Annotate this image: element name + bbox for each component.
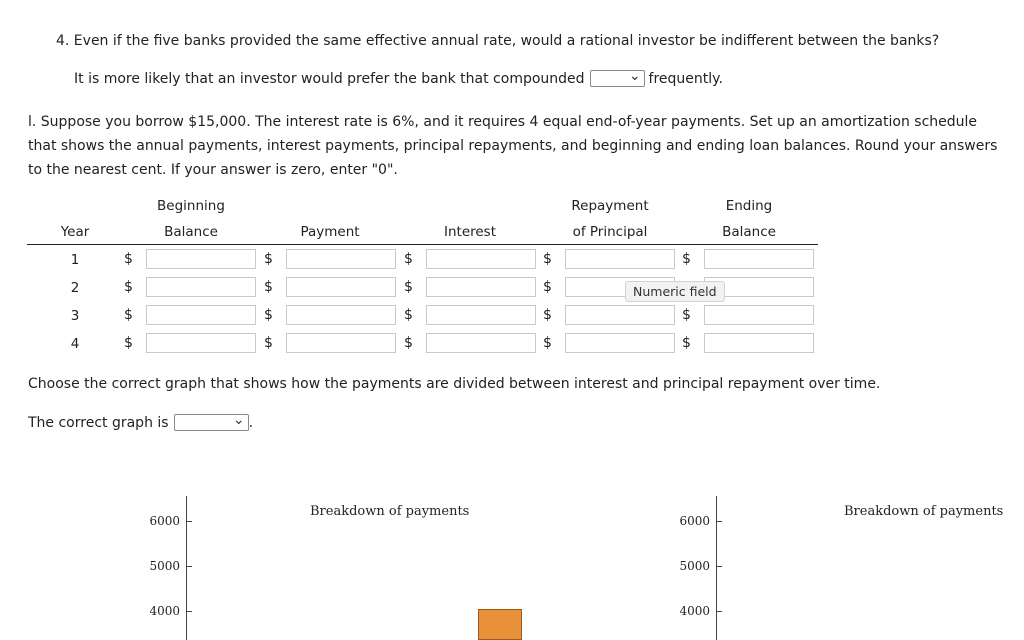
row-1-interest-input[interactable]	[426, 249, 536, 269]
graph-2-tick-5000: 5000	[679, 559, 710, 573]
currency-symbol: $	[543, 251, 552, 267]
graph-2-tick-mark	[716, 566, 722, 567]
graph-1-tick-mark	[186, 611, 192, 612]
compounding-dropdown[interactable]	[590, 70, 645, 87]
row-3-payment-input[interactable]	[286, 305, 396, 325]
row-3-beginning-balance-input[interactable]	[146, 305, 256, 325]
row-1-year: 1	[70, 252, 80, 268]
row-2-beginning-balance-input[interactable]	[146, 277, 256, 297]
currency-symbol: $	[264, 251, 273, 267]
graph-1-y-axis	[186, 496, 187, 640]
currency-symbol: $	[264, 335, 273, 351]
row-4-payment-input[interactable]	[286, 333, 396, 353]
graph-2-tick-mark	[716, 521, 722, 522]
header-beginning-top: Beginning	[157, 198, 225, 214]
chevron-down-icon: ⌄	[628, 68, 641, 84]
row-3-year: 3	[70, 308, 80, 324]
header-ending-bottom: Balance	[722, 224, 776, 240]
row-4-interest-input[interactable]	[426, 333, 536, 353]
header-beginning-bottom: Balance	[164, 224, 218, 240]
currency-symbol: $	[264, 307, 273, 323]
currency-symbol: $	[543, 279, 552, 295]
answer-suffix: frequently.	[648, 70, 723, 87]
currency-symbol: $	[404, 279, 413, 295]
graph-1-tick-mark	[186, 521, 192, 522]
currency-symbol: $	[543, 307, 552, 323]
question-4-text: 4. Even if the five banks provided the same effective annual rate, would a rational investor be indifferent between the banks?	[56, 33, 940, 49]
graph-2-tick-4000: 4000	[679, 604, 710, 618]
row-3-ending-balance-input[interactable]	[704, 305, 814, 325]
currency-symbol: $	[124, 335, 133, 351]
header-repayment-top: Repayment	[571, 198, 649, 214]
graph-1-title: Breakdown of payments	[310, 504, 470, 519]
row-1-principal-input[interactable]	[565, 249, 675, 269]
row-3-interest-input[interactable]	[426, 305, 536, 325]
graph-2-y-axis	[716, 496, 717, 640]
answer-prefix: It is more likely that an investor would prefer the bank that compounded	[74, 70, 585, 87]
header-year: Year	[60, 224, 90, 240]
currency-symbol: $	[404, 251, 413, 267]
part-l-instructions: l. Suppose you borrow $15,000. The interest rate is 6%, and it requires 4 equal end-of-year payments. Set up an amortization schedule that shows the annual payments, interest payments, principal repayments, and beginning and ending loan balances. Round your answers to the nearest cent. If your answer is zero, enter "0".	[28, 114, 998, 178]
row-4-ending-balance-input[interactable]	[704, 333, 814, 353]
currency-symbol: $	[264, 279, 273, 295]
graph-answer-suffix: .	[248, 414, 254, 431]
question-4-answer-line	[74, 70, 723, 87]
row-2-interest-input[interactable]	[426, 277, 536, 297]
row-4-beginning-balance-input[interactable]	[146, 333, 256, 353]
currency-symbol: $	[682, 251, 691, 267]
row-3-principal-input[interactable]	[565, 305, 675, 325]
row-1-ending-balance-input[interactable]	[704, 249, 814, 269]
currency-symbol: $	[124, 251, 133, 267]
row-4-principal-input[interactable]	[565, 333, 675, 353]
graph-1-bar	[478, 609, 522, 640]
currency-symbol: $	[404, 307, 413, 323]
header-interest: Interest	[443, 224, 497, 240]
graph-2	[530, 490, 1024, 640]
graph-2-tick-mark	[716, 611, 722, 612]
graph-question-text: Choose the correct graph that shows how the payments are divided between interest and principal repayment over time.	[28, 376, 881, 392]
header-divider	[27, 244, 818, 245]
chevron-down-icon: ⌄	[232, 412, 245, 428]
graph-answer-prefix: The correct graph is	[28, 414, 169, 431]
graph-answer-line	[28, 414, 253, 431]
currency-symbol: $	[404, 335, 413, 351]
graph-1-tick-5000: 5000	[149, 559, 180, 573]
graph-2-tick-6000: 6000	[679, 514, 710, 528]
graph-1-tick-4000: 4000	[149, 604, 180, 618]
header-ending-top: Ending	[725, 198, 773, 214]
row-1-beginning-balance-input[interactable]	[146, 249, 256, 269]
numeric-field-tooltip: Numeric field	[625, 281, 725, 302]
currency-symbol: $	[682, 307, 691, 323]
row-1-payment-input[interactable]	[286, 249, 396, 269]
header-repayment-bottom: of Principal	[572, 224, 648, 240]
row-2-payment-input[interactable]	[286, 277, 396, 297]
graph-choice-dropdown[interactable]	[174, 414, 249, 431]
graph-1-tick-mark	[186, 566, 192, 567]
graph-1	[0, 490, 512, 640]
header-payment: Payment	[300, 224, 360, 240]
row-4-year: 4	[70, 336, 80, 352]
currency-symbol: $	[682, 335, 691, 351]
currency-symbol: $	[124, 307, 133, 323]
row-2-year: 2	[70, 280, 80, 296]
graph-1-tick-6000: 6000	[149, 514, 180, 528]
currency-symbol: $	[543, 335, 552, 351]
graph-2-title: Breakdown of payments	[844, 504, 1004, 519]
currency-symbol: $	[124, 279, 133, 295]
